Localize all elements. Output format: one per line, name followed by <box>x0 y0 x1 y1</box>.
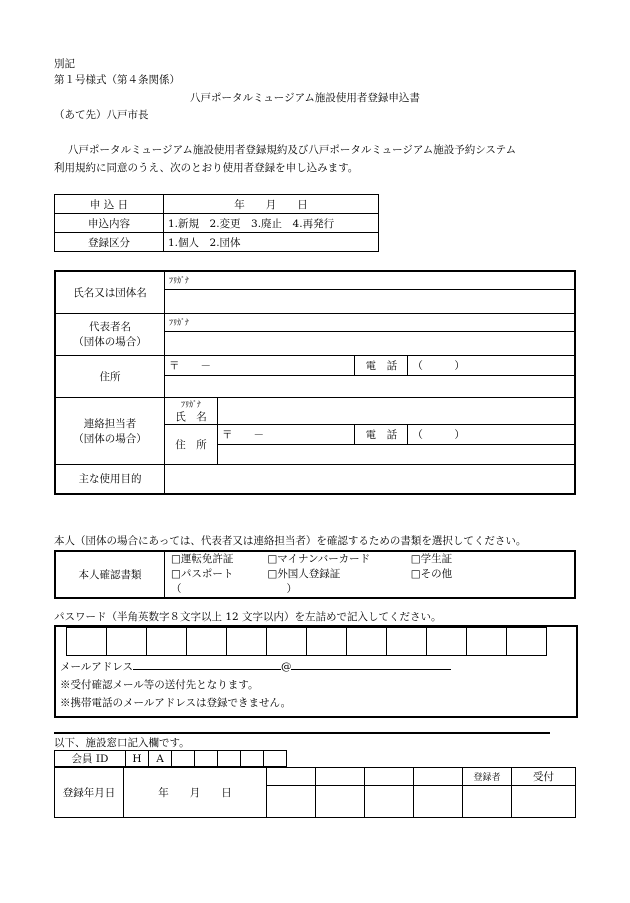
id-options <box>165 551 576 598</box>
email-row <box>60 659 451 674</box>
email-label: メールアドレス <box>60 661 133 673</box>
office-cell-5[interactable] <box>267 786 316 818</box>
member-id-h: H <box>126 751 149 767</box>
representative-label-2: （団体の場合） <box>73 336 147 348</box>
email-at: @ <box>280 661 292 673</box>
reception-label: 受付 <box>512 768 576 786</box>
reg-date-label: 登録年月日 <box>55 768 124 818</box>
password-char-11[interactable] <box>467 628 507 656</box>
application-info-table <box>54 194 379 252</box>
page-title: 八戸ポータルミュージアム施設使用者登録申込書 <box>190 92 420 104</box>
registration-table <box>54 767 576 818</box>
postal-field[interactable]: 〒 － <box>165 355 355 375</box>
member-id-label: 会員 ID <box>55 751 126 767</box>
id-instruction: 本人（団体の場合にあっては、代表者又は連絡担当者）を確認するための書類を選択してください。 <box>54 535 527 547</box>
office-cell-2[interactable] <box>316 768 365 786</box>
purpose-field[interactable] <box>165 464 576 494</box>
id-option-student[interactable]: □学生証 <box>410 553 453 565</box>
office-cell-1[interactable] <box>267 768 316 786</box>
member-id-a: A <box>149 751 172 767</box>
purpose-label: 主な使用目的 <box>55 464 165 494</box>
password-instruction: パスワード（半角英数字８文字以上 12 文字以内）を左詰めで記入してください。 <box>54 611 442 623</box>
member-id-digit-4[interactable] <box>241 751 264 767</box>
representative-field[interactable] <box>165 331 576 355</box>
password-char-3[interactable] <box>147 628 187 656</box>
name-field[interactable] <box>165 289 576 313</box>
name-label: 氏名又は団体名 <box>55 271 165 313</box>
contact-name-text: 氏 名 <box>175 410 207 423</box>
email-note-2: ※携帯電話のメールアドレスは登録できません。 <box>60 697 292 709</box>
member-id-digit-1[interactable] <box>172 751 195 767</box>
contact-name-label <box>165 397 218 424</box>
name-furigana-field[interactable]: ﾌﾘｶﾞﾅ <box>165 271 576 289</box>
contact-address-field[interactable] <box>218 444 576 464</box>
password-box <box>54 625 578 718</box>
registrar-field[interactable] <box>463 786 512 818</box>
intro-line-1: 八戸ポータルミュージアム施設使用者登録規約及び八戸ポータルミュージアム施設予約システム <box>68 144 517 156</box>
id-option-other[interactable]: □その他（ ） <box>171 568 453 595</box>
office-cell-4[interactable] <box>414 768 463 786</box>
office-divider <box>54 732 550 734</box>
registrar-label: 登録者 <box>463 768 512 786</box>
contact-address-label: 住 所 <box>165 424 218 464</box>
password-char-5[interactable] <box>227 628 267 656</box>
contact-postal-field[interactable]: 〒 － <box>218 424 355 444</box>
office-cell-3[interactable] <box>365 768 414 786</box>
phone-field[interactable]: （ ） <box>408 355 575 375</box>
phone-label: 電 話 <box>355 355 408 375</box>
office-cell-7[interactable] <box>365 786 414 818</box>
member-id-digit-2[interactable] <box>195 751 218 767</box>
contact-label-1: 連絡担当者 <box>83 417 137 430</box>
password-char-12[interactable] <box>507 628 547 656</box>
contact-phone-label: 電 話 <box>355 424 408 444</box>
member-id-table <box>54 750 287 767</box>
contact-label <box>55 397 165 464</box>
office-cell-8[interactable] <box>414 786 463 818</box>
password-char-4[interactable] <box>187 628 227 656</box>
email-local-field[interactable] <box>133 669 281 670</box>
password-char-6[interactable] <box>267 628 307 656</box>
password-char-9[interactable] <box>387 628 427 656</box>
contact-furigana-label: ﾌﾘｶﾞﾅ <box>181 399 201 409</box>
email-note-1: ※受付確認メール等の送付先となります。 <box>60 679 259 691</box>
apply-date-field[interactable]: 年 月 日 <box>164 195 379 214</box>
representative-label <box>55 313 165 355</box>
password-char-10[interactable] <box>427 628 467 656</box>
id-label: 本人確認書類 <box>55 551 165 598</box>
password-char-8[interactable] <box>347 628 387 656</box>
id-option-license[interactable]: □運転免許証 <box>171 553 234 565</box>
betsuki-label: 別記 <box>54 58 75 70</box>
address-label: 住所 <box>55 355 165 397</box>
password-char-1[interactable] <box>67 628 107 656</box>
representative-furigana-field[interactable]: ﾌﾘｶﾞﾅ <box>165 313 576 331</box>
contact-phone-field[interactable]: （ ） <box>408 424 575 444</box>
intro-line-2: 利用規約に同意のうえ、次のとおり使用者登録を申し込みます。 <box>54 162 359 174</box>
form-number: 第１号様式（第４条関係） <box>54 74 180 86</box>
password-grid <box>66 627 547 656</box>
id-option-passport[interactable]: □パスポート <box>171 568 234 580</box>
id-option-mynumber[interactable]: □マイナンバーカード <box>267 553 371 565</box>
id-table <box>54 550 576 599</box>
office-caption: 以下、施設窓口記入欄です。 <box>54 737 190 749</box>
member-id-digit-5[interactable] <box>264 751 287 767</box>
email-domain-field[interactable] <box>291 669 451 670</box>
content-options[interactable]: 1.新規 2.変更 3.廃止 4.再発行 <box>164 214 379 233</box>
representative-label-1: 代表者名 <box>89 321 131 333</box>
apply-date-label: 申 込 日 <box>55 195 164 214</box>
password-char-7[interactable] <box>307 628 347 656</box>
contact-name-field[interactable] <box>218 397 576 424</box>
address-field[interactable] <box>165 375 576 397</box>
contact-label-2: （団体の場合） <box>73 432 147 445</box>
id-option-foreigner[interactable]: □外国人登録証 <box>267 568 341 580</box>
password-char-2[interactable] <box>107 628 147 656</box>
category-label: 登録区分 <box>55 233 164 252</box>
reg-date-field[interactable]: 年 月 日 <box>124 768 267 818</box>
member-id-digit-3[interactable] <box>218 751 241 767</box>
reception-field[interactable] <box>512 786 576 818</box>
category-options[interactable]: 1.個人 2.団体 <box>164 233 379 252</box>
applicant-table <box>54 270 576 495</box>
office-cell-6[interactable] <box>316 786 365 818</box>
addressee: （あて先）八戸市長 <box>54 109 149 121</box>
content-label: 申込内容 <box>55 214 164 233</box>
